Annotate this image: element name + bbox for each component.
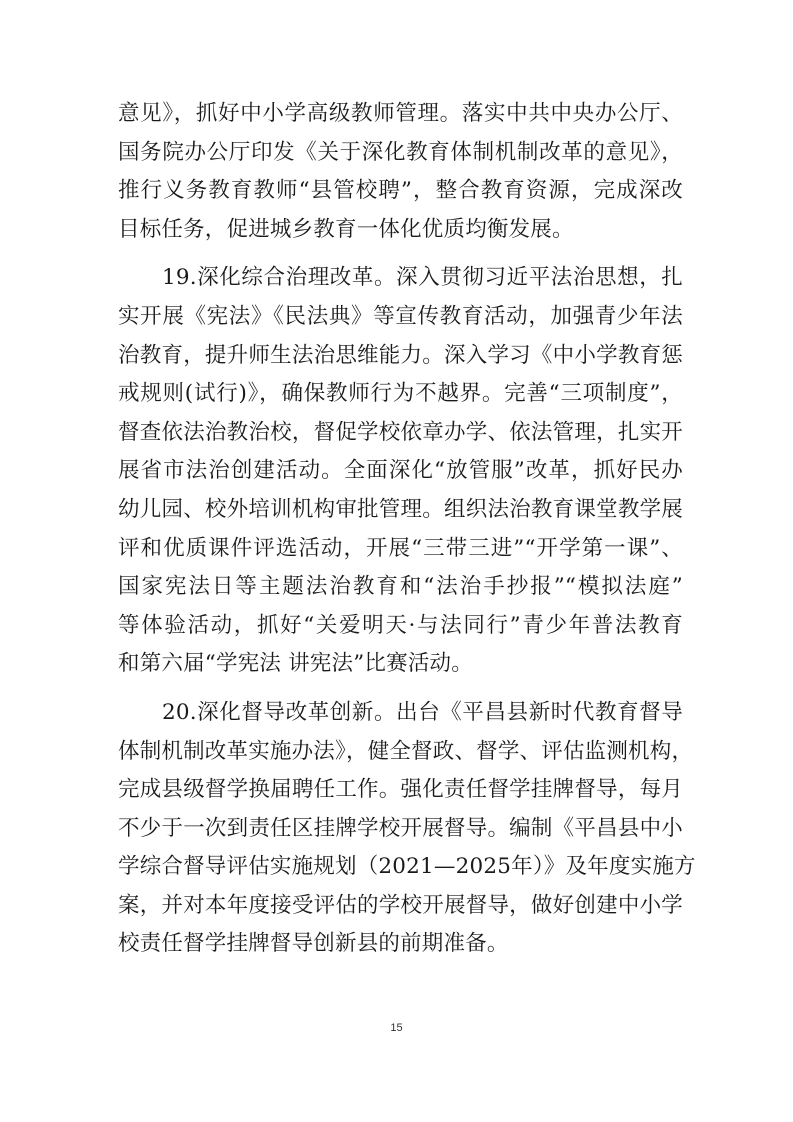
text-line: 国家宪法日等主题法治教育和“法治手抄报”“模拟法庭”: [118, 574, 683, 600]
page-number: 15: [390, 1022, 403, 1034]
paragraph-1: [118, 95, 683, 249]
text-line: 不少于一次到责任区挂牌学校开展督导。编制《平昌县中小: [118, 815, 683, 841]
text-line: 意见》，抓好中小学高级教师管理。落实中共中央办公厅、: [118, 101, 683, 126]
text-line: 校责任督学挂牌督导创新县的前期准备。: [118, 931, 509, 957]
text-line: 等体验活动，抓好“关爱明天·与法同行”青少年普法教育: [118, 612, 683, 638]
text-line: 学综合督导评估实施规划（2021—2025年）》及年度实施方: [118, 854, 696, 880]
text-line: 评和优质课件评选活动，开展“三带三进”“开学第一课”、: [118, 535, 683, 561]
text-line: 展省市法治创建活动。全面深化“放管服”改革，抓好民办: [118, 458, 683, 484]
text-line: 目标任务，促进城乡教育一体化优质均衡发展。: [118, 216, 574, 242]
paragraph-2: [118, 259, 683, 684]
text-line: 19.深化综合治理改革。深入贯彻习近平法治思想，扎: [162, 265, 683, 291]
text-line: 治教育，提升师生法治思维能力。深入学习《中小学教育惩: [118, 342, 683, 368]
text-line: 案，并对本年度接受评估的学校开展督导，做好创建中小学: [118, 892, 683, 918]
text-line: 实开展《宪法》《民法典》等宣传教育活动，加强青少年法: [118, 303, 683, 329]
text-line: 国务院办公厅印发《关于深化教育体制机制改革的意见》，: [118, 139, 683, 165]
text-line: 推行义务教育教师“县管校聘”，整合教育资源，完成深改: [118, 178, 683, 204]
text-line: 体制机制改革实施办法》，健全督政、督学、评估监测机构，: [118, 738, 694, 764]
text-line: 完成县级督学换届聘任工作。强化责任督学挂牌督导，每月: [118, 777, 683, 803]
text-line: 和第六届“学宪法 讲宪法”比赛活动。: [118, 651, 473, 677]
text-line: 督查依法治教治校，督促学校依章办学、依法管理，扎实开: [118, 419, 683, 445]
text-line: 幼儿园、校外培训机构审批管理。组织法治教育课堂教学展: [118, 496, 683, 522]
text-line: 20.深化督导改革创新。出台《平昌县新时代教育督导: [162, 699, 683, 725]
body-text: [118, 95, 696, 974]
text-line: 戒规则(试行)》，确保教师行为不越界。完善“三项制度”，: [118, 381, 683, 407]
paragraph-3: [118, 694, 696, 964]
